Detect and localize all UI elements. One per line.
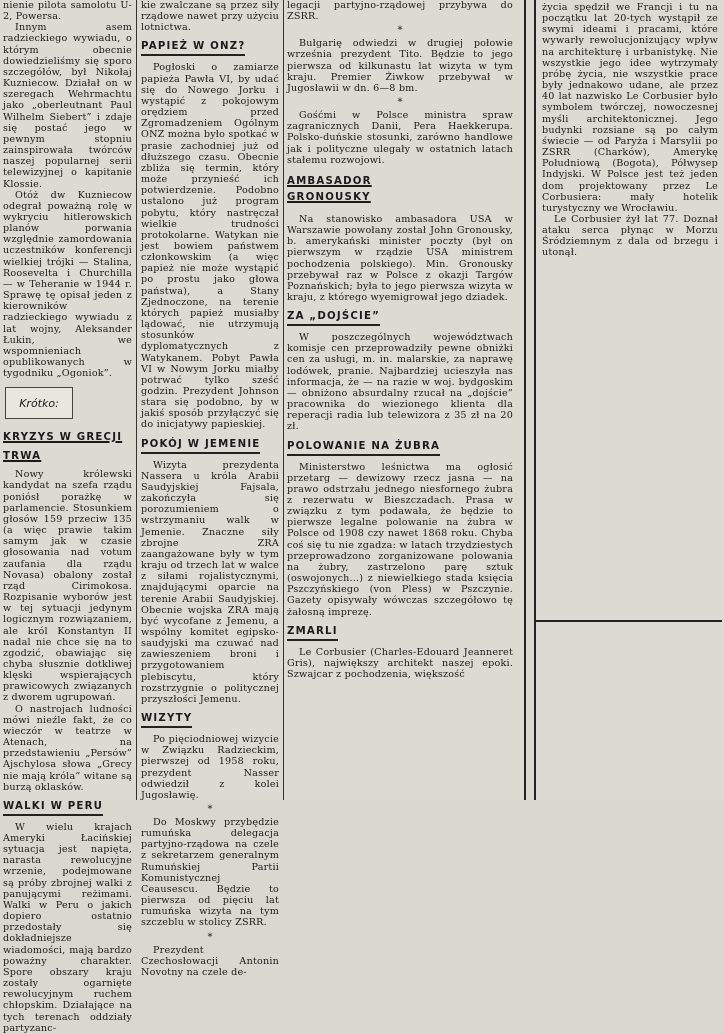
headline-papiez-w-onz: PAPIEŻ W ONZ? bbox=[141, 41, 245, 56]
page-edge-rule bbox=[524, 0, 526, 800]
article-paragraph: Le Corbusier (Charles-Edouard Jeanneret Gris), największy architekt naszej epoki. Szwajcar z pochodzenia, większość bbox=[287, 646, 513, 681]
article-paragraph: Gośćmi w Polsce ministra spraw zagranicznych Danii, Pera Haekkerupa. Polsko-duńskie stosunki, zarówno handlowe jak i polityczne ulegały w ostatnich latach stałemu rozwojowi. bbox=[287, 110, 513, 166]
article-paragraph: Ministerstwo leśnictwa ma ogłosić przetarg — dewizowy rzecz jasna — na prawo odstrzału jednego niesfornego żubra z rezerwatu w Bieszczadach. Prasa w związku z tym podawała, że będzie to pierwsze legalne polowanie na żubra w Polsce od 1908 czy nawet 1868 roku. Chyba coś się tu nie zgadza: w latach trzydziestych przeprowadzono zorganizowane polowania na żubry, zastrzelono parę sztuk (oswojonych...) z niewielkiego stada księcia Pszczyńskiego (von Pless) w Pszczynie. Gazety opisywały wówczas szczegółowo tę żałosną imprezę. bbox=[287, 461, 513, 618]
column-rule bbox=[283, 0, 284, 800]
article-paragraph: Bułgarię odwiedzi w drugiej połowie września prezydent Tito. Będzie to jego pierwsza od kilkunastu lat wizyta w tym kraju. Premier Żiwkow przebywał w Jugosławii w dn. 6—8 bm. bbox=[287, 38, 513, 94]
article-paragraph: życia spędził we Francji i tu na początku lat 20-tych wystąpił ze swymi ideami i pracami, które wywarły rewolucjonizujący wpływ na architekturę i urbanistykę. Nie wszystkie jego idee wytrzymały próbę życia, nie wszystkie prace były jednakowo udane, ale przez 40 lat nazwisko Le Corbusier było symbolem twórczej, nowoczesnej myśli architektonicznej. Jego budynki rozsiane są po całym świecie — od Paryża i Marsylii po ZSRR (Charków), Amerykę Południową (Bogota), Półwysep Indyjski. W Polsce jest też jeden dom projektowany przez Le Corbusiera: mały hotelik turystyczny we Wrocławiu. bbox=[542, 2, 718, 214]
article-paragraph: Na stanowisko ambasadora USA w Warszawie powołany został John Gronousky, b. amerykański minister poczty (był on pierwszym w rządzie USA ministrem pochodzenia polskiego). Min. Gronousky przebywał raz w Polsce z okazji Targów Poznańskich; była to jego pierwsza wizyta w kraju, z którego wyemigrował jego dziadek. bbox=[287, 213, 513, 303]
article-paragraph: nienie pilota samolotu U-2, Powersa. bbox=[3, 0, 132, 23]
separator-star: * bbox=[207, 931, 213, 943]
headline-kryzys-w-grecji: KRYZYS W GRECJI TRWA bbox=[3, 432, 123, 463]
headline-ambasador-gronousky: AMBASADOR GRONOUSKY bbox=[287, 175, 372, 203]
article-paragraph: Wizyta prezydenta Nassera u króla Arabii Saudyjskiej Fajsala, zakończyła się porozumieniem o wstrzymaniu walk w Jemenie. Znaczne siły zbrojne ZRA zaangażowane były w tym kraju od trzech lat w walce z siłami rojalistycznymi, znajdującymi oparcie na terenie Arabii Saudyjskiej. Obecnie wojska ZRA mają być wycofane z Jemenu, a wspólny komitet egipsko-saudyjski ma czuwać nad zawieszeniem broni i przygotowaniem plebiscytu, który rozstrzygnie o politycznej przyszłości Jemenu. bbox=[141, 459, 279, 705]
headline-zmarli: ZMARLI bbox=[287, 626, 338, 641]
column-rule bbox=[136, 0, 137, 800]
headline-wizyty: WIZYTY bbox=[141, 713, 192, 728]
separator-star: * bbox=[397, 97, 403, 109]
column-3 bbox=[287, 0, 519, 800]
article-paragraph: O nastrojach ludności mówi nieźle fakt, że co wieczór w teatrze w Atenach, na przedstawieniu „Persów” Ajschylosa słowa „Grecy nie mają króla” witane są burzą oklasków. bbox=[3, 703, 132, 793]
column-2 bbox=[141, 0, 280, 978]
article-paragraph: W wielu krajach Ameryki Łacińskiej sytuacja jest napięta, narasta rewolucyjne wrzenie, podejmowane są próby zbrojnej walki z panującymi reżimami. Walki w Peru o jakich dopiero ostatnio przedostały się dokładniejsze wiadomości, mają bardzo poważny charakter. Spore obszary kraju zostały ogarnięte rewolucyjnym ruchem chłopskim. Działające na tych terenach oddziały partyzanc- bbox=[3, 821, 132, 1034]
newspaper-page-side bbox=[534, 0, 724, 800]
article-paragraph: Prezydent Czechosłowacji Antonin Novotny na czele de- bbox=[141, 944, 279, 978]
article-paragraph: kie zwalczane są przez siły rządowe nawet przy użyciu lotnictwa. bbox=[141, 0, 279, 34]
article-paragraph: Otóż dw Kuzniecow odegrał poważną rolę w wykryciu hitlerowskich planów porwania względnie zamordowania uczestników konferencji wielkiej trójki — Stalina, Roosevelta i Churchilla — w Teheranie w 1944 r. Sprawę tę opisał jeden z kierowników radzieckiego wywiadu z lat wojny, Aleksander Łukin, we wspomnieniach opublikowanych w tygodniku „Ogoniok”. bbox=[3, 189, 132, 380]
separator-star: * bbox=[397, 25, 403, 37]
article-paragraph: Innym asem radzieckiego wywiadu, o którym obecnie dowiedzieliśmy się sporo szczegółów, był Nikołaj Kuzniecow. Działał on w szeregach Wehrmachtu jako „oberleutnant Paul Wilhelm Siebert” i zdaje się postać jego w pewnym stopniu zainspirowała twórców naszej popularnej serii telewizyjnej o kapitanie Klossie. bbox=[3, 22, 132, 190]
headline-za-dojscie: ZA „DOJŚCIE” bbox=[287, 311, 380, 326]
article-paragraph: Le Corbusier żył lat 77. Doznał ataku serca płynąc w Morzu Śródziemnym z dala od brzegu i utonął. bbox=[542, 213, 718, 259]
article-paragraph: Do Moskwy przybędzie rumuńska delegacja partyjno-rządowa na czele z sekretarzem generalnym Rumuńskiej Partii Komunistycznej Ceausescu. Będzie to pierwsza od pięciu lat rumuńska wizyta na tym szczeblu w stolicy ZSRR. bbox=[141, 817, 279, 929]
column-4 bbox=[542, 2, 718, 802]
article-paragraph: Po pięciodniowej wizycie w Związku Radzieckim, pierwszej od 1958 roku, prezydent Nasser odwiedził z kolei Jugosławię. bbox=[141, 734, 279, 801]
headline-polowanie-na-zubra: POLOWANIE NA ŻUBRA bbox=[287, 441, 440, 456]
article-paragraph: Nowy królewski kandydat na szefa rządu poniósł porażkę w parlamencie. Stosunkiem głosów 159 przeciw 135 (a więc prawie takim samym jak w czasie głosowania nad votum zaufania dla rządu Novasa) obalony został rząd Cirimokosa. Rozpisanie wyborów jest w tej sytuacji jedynym logicznym rozwiązaniem, ale król Konstantyn II nadal nie chce się na to zgodzić, obawiając się chyba słusznie dotkliwej klęski wspierających prawicowych związanych z dworem ugrupowań. bbox=[3, 469, 132, 704]
column-1 bbox=[3, 0, 132, 1034]
side-box-bottom-rule bbox=[534, 620, 722, 622]
headline-walki-w-peru: WALKI W PERU bbox=[3, 801, 103, 816]
separator-star: * bbox=[207, 804, 213, 815]
krotko-logo-text: Krótko: bbox=[19, 396, 59, 410]
headline-pokoj-w-jemenie: POKÓJ W JEMENIE bbox=[141, 439, 260, 454]
article-paragraph: legacji partyjno-rządowej przybywa do ZSRR. bbox=[287, 0, 513, 23]
krotko-logo bbox=[5, 387, 73, 419]
article-paragraph: W poszczególnych województwach komisje cen przeprowadziły pewne obniżki cen za usługi, m. in. malarskie, za naprawę lodówek, pranie. Najbardziej ucieszyła nas informacja, że — na razie w woj. bydgoskim — obniżono absurdalny rzucał na „dojście” pracownika do wiezionego klienta dla reperacji radia lub telewizora z 35 zł na 20 zł. bbox=[287, 332, 513, 433]
article-paragraph: Pogłoski o zamiarze papieża Pawła VI, by udać się do Nowego Jorku i wystąpić z pokojowym orędziem przed Zgromadzeniem Ogólnym ONZ można było spotkać w prasie zachodniej już od dłuższego czasu. Obecnie zbliża się termin, który może przynieść ich potwierdzenie. Podobno ustalono już program pobytu, który nastręczał wielkie trudności protokolarne. Watykan nie jest bowiem państwem członkowskim (a więc papież nie może wystąpić po prostu jako głowa państwa), a Stany Zjednoczone, na terenie których papież musiałby lądować, nie utrzymują stosunków dyplomatycznych z Watykanem. Pobyt Pawła VI w Nowym Jorku miałby potrwać tylko sześć godzin. Prezydent Johnson stara się podobno, by w jakiś sposób przyłączyć się do inicjatywy papieskiej. bbox=[141, 62, 280, 431]
